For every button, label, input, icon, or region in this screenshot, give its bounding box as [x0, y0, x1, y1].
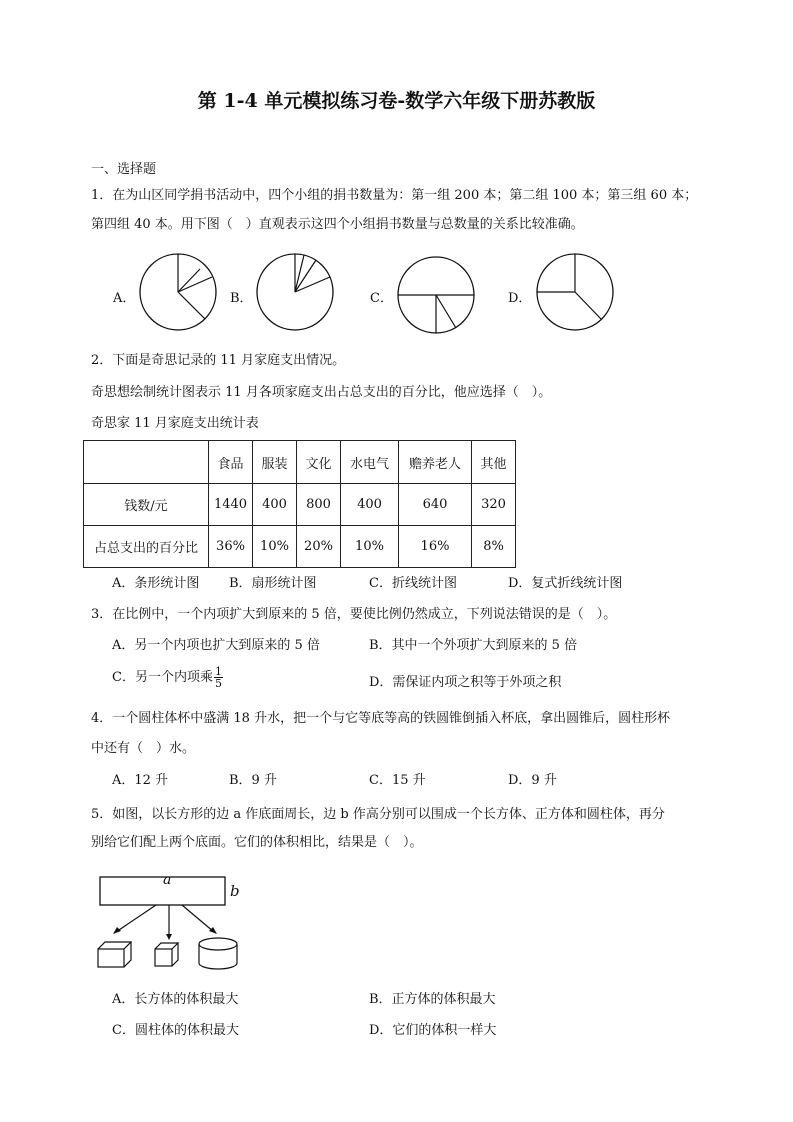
fraction	[214, 666, 223, 689]
q3-option-c	[112, 666, 223, 689]
q5-option-d: D．它们的体积一样大	[369, 1023, 497, 1038]
q1-text-line2: 第四组 40 本。用下图（ ）直观表示这四个小组捐书数量与总数量的关系比较准确。	[91, 217, 584, 232]
table-cell: 8%	[472, 526, 516, 568]
table-cell: 10%	[253, 526, 297, 568]
q3-text: 3．在比例中，一个内项扩大到原来的 5 倍，要使比例仍然成立，下列说法错误的是（ ）。	[91, 607, 617, 622]
cuboid-icon	[98, 942, 131, 967]
q1-option-d-label: D．	[508, 291, 532, 306]
table-header-cell: 水电气	[341, 441, 399, 484]
q3-option-c-text: C．另一个内项乘	[112, 670, 213, 685]
q2-option-d: D．复式折线统计图	[508, 576, 623, 591]
table-row	[84, 484, 516, 526]
table-cell: 320	[472, 484, 516, 526]
q2-text-line2: 奇思想绘制统计图表示 11 月各项家庭支出占总支出的百分比，他应选择（ ）。	[91, 385, 552, 400]
q4-text-line2: 中还有（ ）水。	[91, 741, 196, 756]
q1-option-c-label: C．	[370, 291, 393, 306]
table-header-cell: 食品	[209, 441, 253, 484]
q1-option-b-label: B．	[230, 291, 253, 306]
table-cell: 10%	[341, 526, 399, 568]
q1-text-line1: 1．在为山区同学捐书活动中，四个小组的捐书数量为：第一组 200 本；第二组 100 本；第三组 60 本；	[91, 188, 698, 203]
q1-pie-option-b	[256, 253, 336, 333]
label-b: b	[230, 882, 240, 900]
q3-option-a: A．另一个内项也扩大到原来的 5 倍	[112, 638, 320, 653]
q4-option-c: C．15 升	[369, 773, 426, 788]
table-cell: 20%	[297, 526, 341, 568]
q2-text-line1: 2．下面是奇思记录的 11 月家庭支出情况。	[91, 353, 346, 368]
q2-table-caption: 奇思家 11 月家庭支出统计表	[91, 416, 259, 431]
q5-text-line1: 5．如图，以长方形的边 a 作底面周长，边 b 作高分别可以围成一个长方体、正方体和圆柱体，再分	[91, 807, 665, 822]
table-header-row	[84, 441, 516, 484]
q1-pie-option-a	[139, 253, 219, 333]
table-cell: 400	[253, 484, 297, 526]
table-header-cell: 文化	[297, 441, 341, 484]
table-cell: 36%	[209, 526, 253, 568]
q3-option-d: D．需保证内项之积等于外项之积	[369, 675, 562, 690]
label-a: a	[163, 872, 172, 888]
q4-option-b: B．9 升	[229, 773, 277, 788]
q1-pie-option-c	[397, 256, 477, 336]
fraction-denominator: 5	[214, 677, 222, 690]
table-cell: 800	[297, 484, 341, 526]
q2-option-b: B．扇形统计图	[229, 576, 317, 591]
table-row-label: 占总支出的百分比	[84, 526, 209, 568]
page-title: 第 1-4 单元模拟练习卷-数学六年级下册苏教版	[197, 90, 596, 112]
q4-text-line1: 4．一个圆柱体杯中盛满 18 升水，把一个与它等底等高的铁圆锥倒插入杯底，拿出圆锥后，圆柱形杯	[91, 711, 671, 726]
section-heading: 一、选择题	[91, 162, 157, 177]
table-header-cell: 其他	[472, 441, 516, 484]
q5-text-line2: 别给它们配上两个底面。它们的体积相比，结果是（ ）。	[91, 835, 423, 850]
q4-option-a: A．12 升	[112, 773, 169, 788]
q1-option-a-label: A．	[113, 291, 136, 306]
table-header-cell: 服装	[253, 441, 297, 484]
table-cell: 400	[341, 484, 399, 526]
q5-option-b: B．正方体的体积最大	[369, 992, 496, 1007]
table-row-label: 钱数/元	[84, 484, 209, 526]
q3-option-b: B．其中一个外项扩大到原来的 5 倍	[369, 638, 578, 653]
table-cell: 640	[399, 484, 472, 526]
fraction-numerator: 1	[214, 665, 222, 678]
q2-option-c: C．折线统计图	[369, 576, 457, 591]
expense-table	[83, 440, 516, 568]
table-row	[84, 526, 516, 568]
cube-icon	[155, 943, 178, 966]
table-cell: 1440	[209, 484, 253, 526]
q5-option-a: A．长方体的体积最大	[112, 992, 239, 1007]
table-header-cell	[84, 441, 209, 484]
q5-option-c: C．圆柱体的体积最大	[112, 1023, 239, 1038]
table-cell: 16%	[399, 526, 472, 568]
cylinder-icon	[199, 938, 237, 969]
q1-pie-option-d	[536, 253, 616, 333]
table-header-cell: 赡养老人	[399, 441, 472, 484]
q2-option-a: A．条形统计图	[112, 576, 200, 591]
q4-option-d: D．9 升	[508, 773, 557, 788]
